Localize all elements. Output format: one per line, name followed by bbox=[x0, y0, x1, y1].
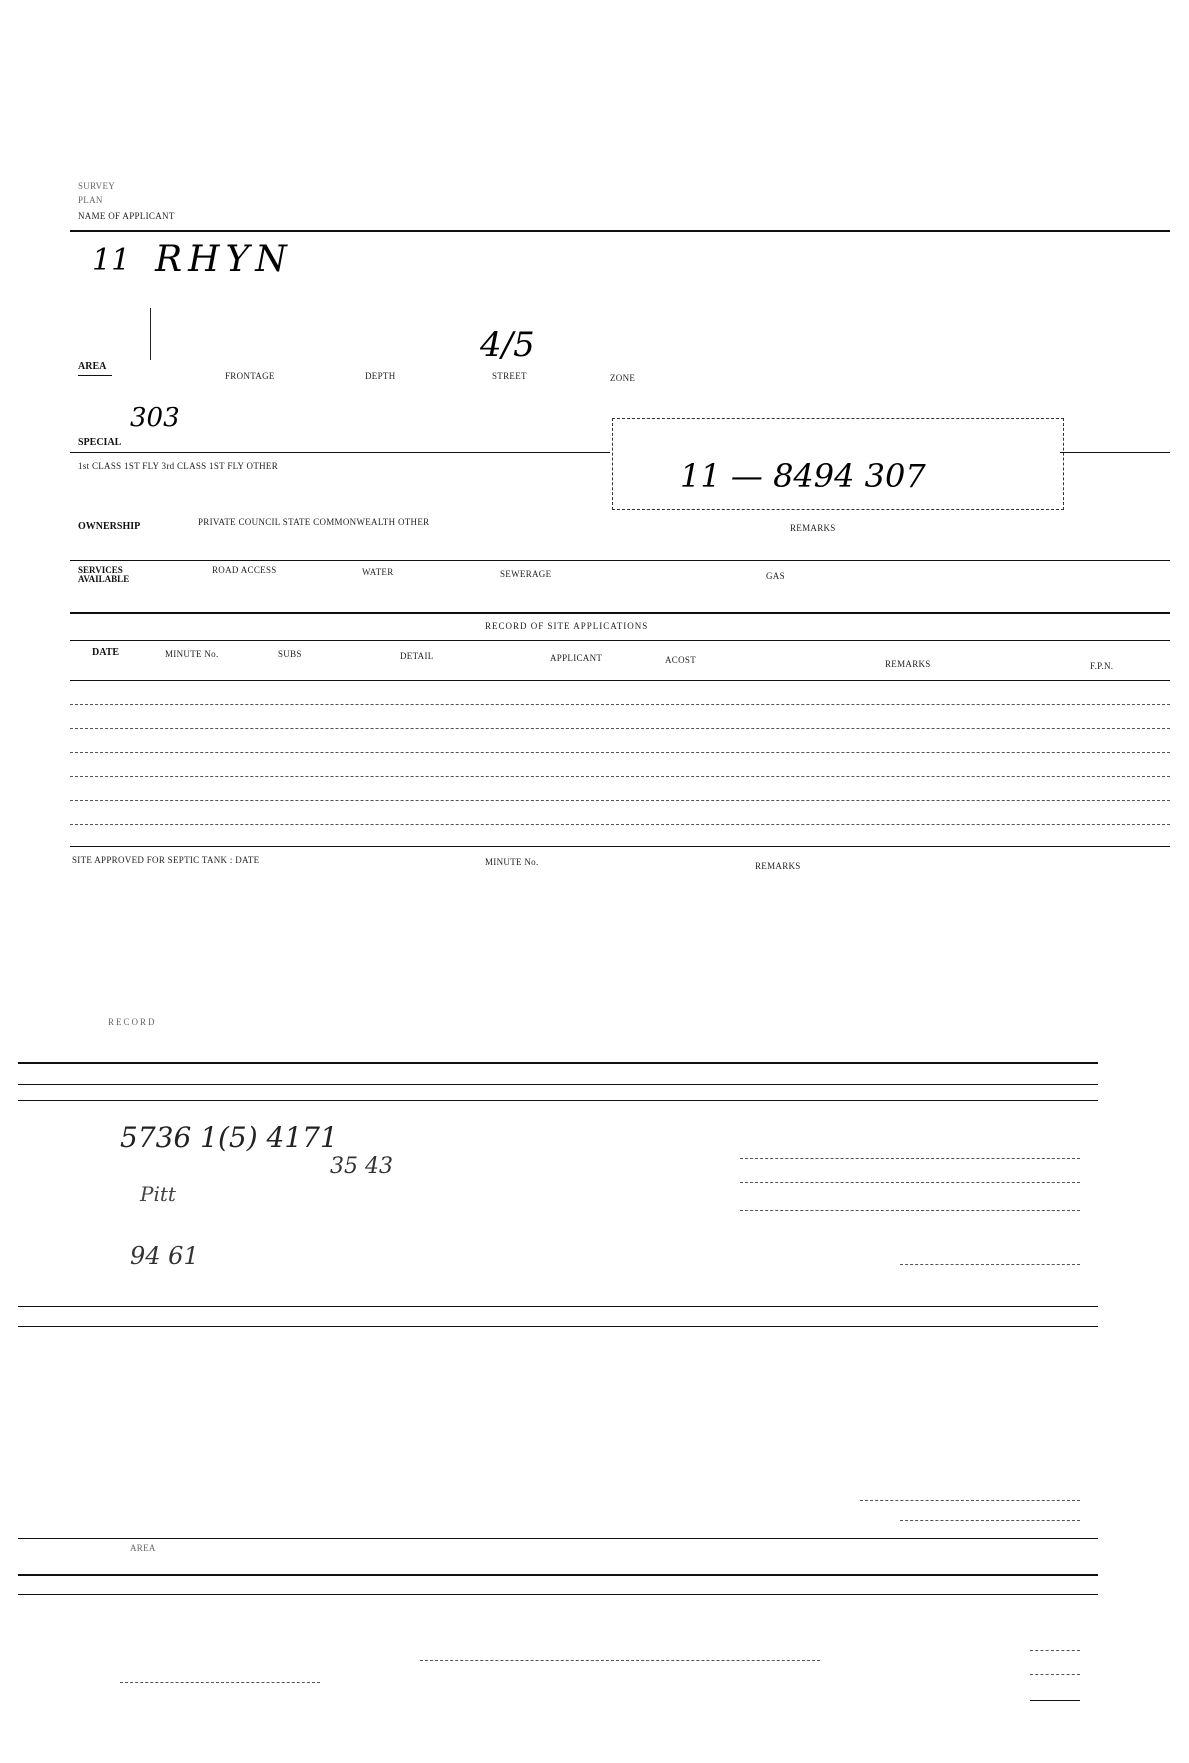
street-label: STREET bbox=[492, 371, 527, 381]
minute-label: MINUTE No. bbox=[485, 857, 539, 867]
lower-dash-line bbox=[900, 1520, 1080, 1521]
lower-area-label: AREA bbox=[130, 1543, 156, 1553]
table-row-line bbox=[70, 704, 1170, 705]
ownership-label: OWNERSHIP bbox=[78, 521, 141, 532]
lower-dash-line bbox=[860, 1500, 1080, 1501]
special-rule bbox=[70, 452, 610, 453]
gas-label: GAS bbox=[766, 571, 785, 581]
depth-label: DEPTH bbox=[365, 371, 396, 381]
special-label: SPECIAL bbox=[78, 437, 122, 448]
table-header-fpn: F.P.N. bbox=[1090, 661, 1114, 671]
lower-area-rule bbox=[18, 1538, 1098, 1539]
class-line: 1st CLASS 1ST FLY 3rd CLASS 1ST FLY OTHER bbox=[78, 461, 279, 471]
remarks-label-bottom: REMARKS bbox=[755, 861, 801, 871]
record-title: RECORD OF SITE APPLICATIONS bbox=[485, 621, 649, 631]
lower-area-rule-3 bbox=[18, 1594, 1098, 1595]
road-access-label: ROAD ACCESS bbox=[212, 565, 277, 575]
record-header-rule bbox=[70, 640, 1170, 641]
table-header-applicant: APPLICANT bbox=[550, 653, 603, 663]
top-small-label: SURVEY bbox=[78, 181, 116, 191]
lower-dash-line bbox=[900, 1264, 1080, 1265]
septic-label: SITE APPROVED FOR SEPTIC TANK : DATE bbox=[72, 855, 260, 865]
upper-left-tick bbox=[150, 308, 151, 360]
lower-dash-line bbox=[740, 1182, 1080, 1183]
table-header-acost: ACOST bbox=[665, 655, 697, 665]
file-number: 11 — 8494 307 bbox=[680, 457, 926, 495]
services-rule bbox=[70, 612, 1170, 614]
table-header-minute: MINUTE No. bbox=[165, 649, 219, 659]
ownership-rule bbox=[70, 560, 1170, 561]
lower-dash-line bbox=[120, 1682, 320, 1683]
table-row-line bbox=[70, 800, 1170, 801]
area-label: AREA bbox=[78, 361, 107, 372]
lower-top-rule bbox=[18, 1062, 1098, 1064]
lower-hw-line1: 5736 1(5) 4171 bbox=[120, 1121, 338, 1154]
table-row-line bbox=[70, 680, 1170, 681]
lower-bottom-tick bbox=[1030, 1700, 1080, 1701]
table-row-line bbox=[70, 776, 1170, 777]
special-rule-right bbox=[1060, 452, 1170, 453]
area-underline bbox=[78, 375, 112, 376]
table-header-remarks: REMARKS bbox=[885, 659, 931, 669]
table-row-line bbox=[70, 752, 1170, 753]
lower-rule-3 bbox=[18, 1100, 1098, 1101]
lower-record-label: RECORD bbox=[108, 1017, 157, 1027]
frontage-label: FRONTAGE bbox=[225, 371, 275, 381]
lower-mid-rule-2 bbox=[18, 1326, 1098, 1327]
lower-dash-line bbox=[1030, 1650, 1080, 1651]
parish-date-values: 4/5 bbox=[480, 325, 535, 365]
lower-dash-line bbox=[740, 1158, 1080, 1159]
top-small-label-2: PLAN bbox=[78, 195, 103, 205]
lower-mid-rule bbox=[18, 1306, 1098, 1307]
zone-label: ZONE bbox=[610, 373, 636, 383]
table-row-line bbox=[70, 824, 1170, 825]
lower-area-rule-2 bbox=[18, 1574, 1098, 1576]
table-bottom-line bbox=[70, 846, 1170, 847]
lower-hw-line4: 94 61 bbox=[130, 1242, 199, 1270]
name-number: 11 bbox=[92, 243, 131, 278]
top-rule bbox=[70, 230, 1170, 232]
area-value: 303 bbox=[130, 403, 180, 433]
lower-dash-line bbox=[740, 1210, 1080, 1211]
table-header-date: DATE bbox=[92, 647, 120, 658]
lower-dash-line bbox=[1030, 1674, 1080, 1675]
lower-rule-2 bbox=[18, 1084, 1098, 1085]
ownership-options: PRIVATE COUNCIL STATE COMMONWEALTH OTHER bbox=[198, 517, 430, 527]
table-row-line bbox=[70, 728, 1170, 729]
lower-hw-line2: 35 43 bbox=[330, 1154, 393, 1179]
lower-hw-line3: Pitt bbox=[140, 1182, 176, 1206]
name-of-applicant-label: NAME OF APPLICANT bbox=[78, 211, 175, 221]
sewerage-label: SEWERAGE bbox=[500, 569, 552, 579]
name-value: RHYN bbox=[155, 239, 293, 280]
services-label: SERVICES AVAILABLE bbox=[78, 565, 130, 584]
water-label: WATER bbox=[362, 567, 394, 577]
table-header-detail: DETAIL bbox=[400, 651, 434, 661]
lower-dash-line bbox=[420, 1660, 820, 1661]
remarks-label-top: REMARKS bbox=[790, 523, 836, 533]
table-header-subs: SUBS bbox=[278, 649, 302, 659]
